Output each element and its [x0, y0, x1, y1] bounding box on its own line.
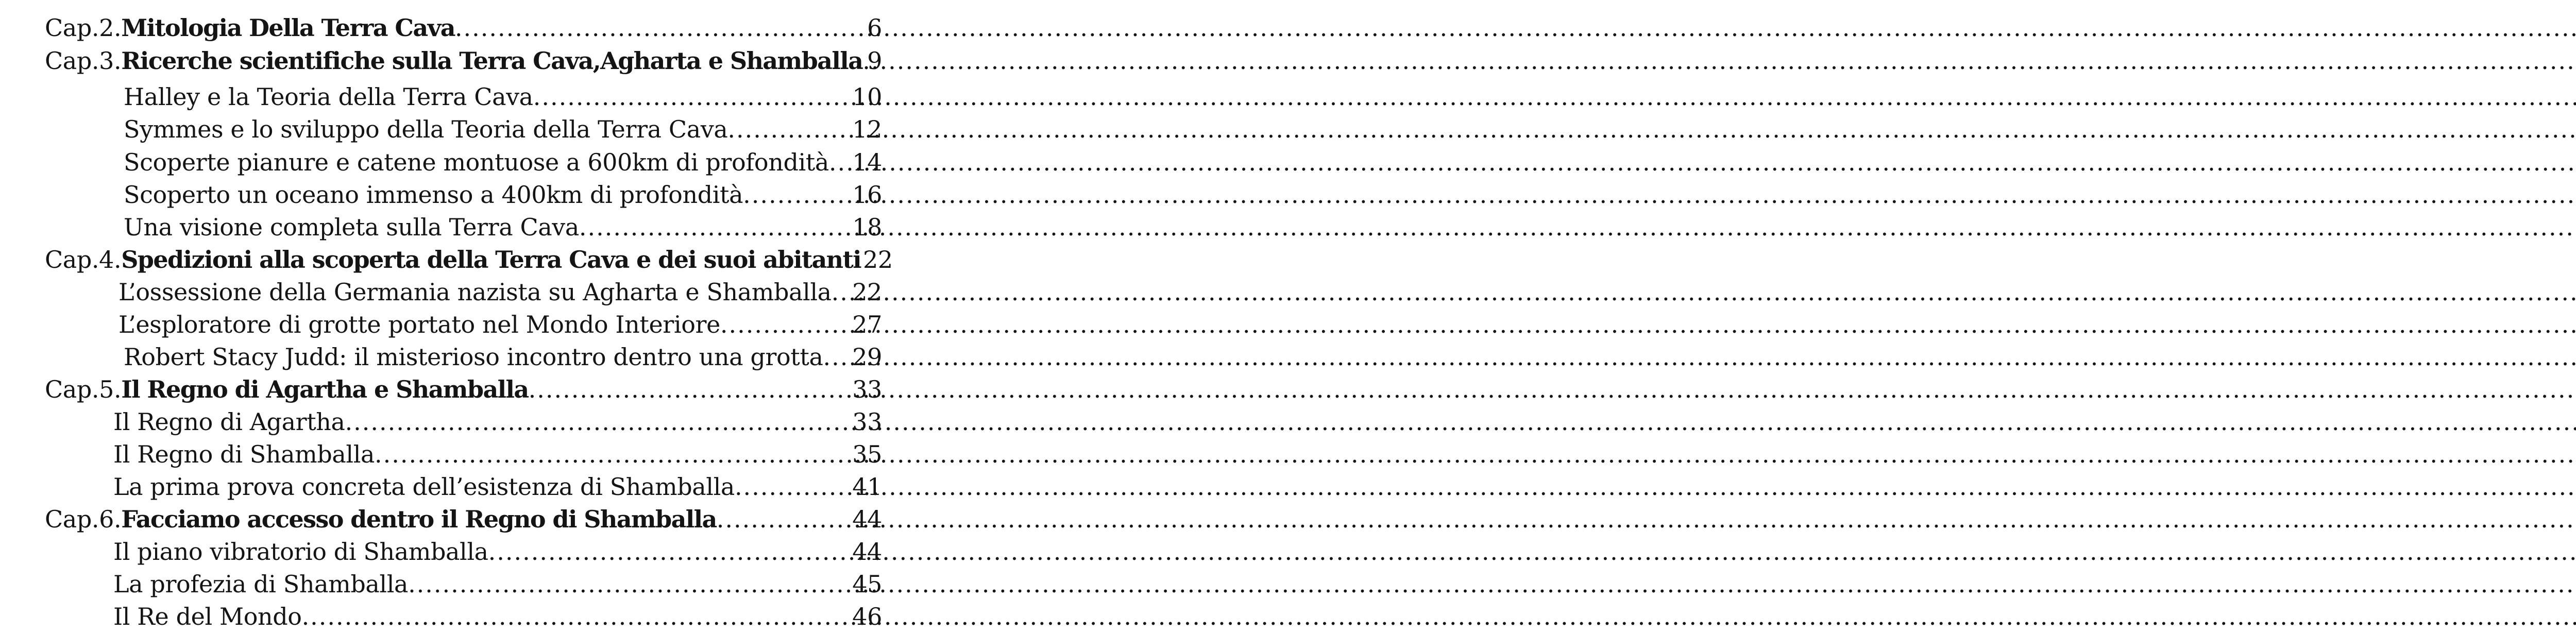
section-title: Scoperto un oceano immenso a 400km di profondità	[124, 181, 743, 209]
page-number: 33	[852, 408, 882, 436]
section-title: L’esploratore di grotte portato nel Mondo Interiore	[118, 311, 720, 338]
dot-leader	[533, 80, 851, 113]
toc-chapter-5	[45, 373, 882, 406]
toc-section	[124, 211, 882, 244]
dot-leader	[529, 373, 851, 406]
page-number: 10	[852, 83, 882, 111]
toc-chapter-6	[45, 503, 882, 536]
page-number: 46	[852, 603, 882, 630]
toc-section	[118, 276, 882, 309]
dot-leader	[829, 146, 850, 179]
section-title: Symmes e lo sviluppo della Teoria della Terra Cava	[124, 115, 728, 143]
toc-chapter-4	[45, 243, 893, 276]
section-title: Una visione completa sulla Terra Cava	[124, 213, 579, 241]
chapter-number: Cap.3.	[45, 47, 122, 75]
page-number: 44	[852, 538, 882, 566]
page-number: 29	[852, 343, 882, 371]
toc-section	[113, 535, 882, 568]
dot-leader	[579, 211, 850, 244]
chapter-number: Cap.6.	[45, 505, 122, 533]
chapter-title: Il Regno di Agartha e Shamballa	[121, 375, 529, 403]
section-title: Il Regno di Agartha	[113, 408, 345, 436]
chapter-title: Mitologia Della Terra Cava	[121, 14, 455, 42]
dot-leader	[375, 438, 850, 471]
toc-chapter-2	[45, 11, 882, 44]
section-title: La profezia di Shamballa	[113, 570, 409, 598]
dot-leader	[735, 470, 850, 503]
section-title: Il Re del Mondo	[113, 603, 302, 630]
toc-section	[113, 470, 882, 503]
dot-leader	[823, 340, 851, 373]
page-number: 44	[852, 505, 882, 533]
dot-leader	[408, 568, 850, 601]
page-number: 16	[852, 181, 882, 209]
chapter-title: Spedizioni alla scoperta della Terra Cava e dei suoi abitanti	[121, 246, 861, 273]
chapter-number: Cap.2.	[45, 14, 122, 42]
toc-section	[113, 405, 882, 438]
dot-leader	[727, 113, 850, 146]
page-number: 9	[867, 47, 882, 75]
dot-leader	[832, 276, 851, 309]
dot-leader	[717, 503, 851, 536]
toc-section	[124, 178, 882, 211]
chapter-number: Cap.4.	[45, 246, 122, 273]
page-number: 35	[852, 440, 882, 468]
page-number: 22	[863, 246, 893, 273]
dot-leader	[720, 308, 850, 341]
page-number: 33	[852, 375, 882, 403]
dot-leader	[455, 11, 865, 44]
dot-leader	[345, 405, 851, 438]
toc-section	[124, 80, 882, 113]
toc-chapter-3	[45, 44, 882, 77]
chapter-number: Cap.5.	[45, 375, 122, 403]
section-title: Il Regno di Shamballa	[113, 440, 375, 468]
toc-section	[113, 600, 882, 633]
dot-leader	[302, 600, 851, 633]
toc-section	[118, 308, 882, 341]
toc-section	[124, 146, 882, 179]
chapter-title: Ricerche scientifiche sulla Terra Cava,Agharta e Shamballa	[121, 47, 863, 75]
table-of-contents	[0, 0, 931, 630]
toc-section	[113, 568, 882, 601]
chapter-title: Facciamo accesso dentro il Regno di Shamballa	[121, 505, 717, 533]
page-number: 27	[852, 311, 882, 338]
page-number: 12	[852, 115, 882, 143]
page-number: 22	[852, 278, 882, 306]
section-title: Scoperte pianure e catene montuose a 600km di profondità	[124, 148, 829, 176]
page-number: 41	[852, 473, 882, 501]
page-number: 18	[852, 213, 882, 241]
toc-section	[113, 438, 882, 471]
page-number: 6	[867, 14, 882, 42]
section-title: Il piano vibratorio di Shamballa	[113, 538, 488, 566]
toc-section	[124, 340, 882, 373]
section-title: L’ossessione della Germania nazista su Agharta e Shamballa	[118, 278, 832, 306]
page-number: 14	[852, 148, 882, 176]
section-title: La prima prova concreta dell’esistenza di Shamballa	[113, 473, 735, 501]
section-title: Robert Stacy Judd: il misterioso incontro dentro una grotta	[124, 343, 823, 371]
toc-section	[124, 113, 882, 146]
dot-leader	[743, 178, 850, 211]
dot-leader	[488, 535, 851, 568]
section-title: Halley e la Teoria della Terra Cava	[124, 83, 533, 111]
page-number: 45	[852, 570, 882, 598]
